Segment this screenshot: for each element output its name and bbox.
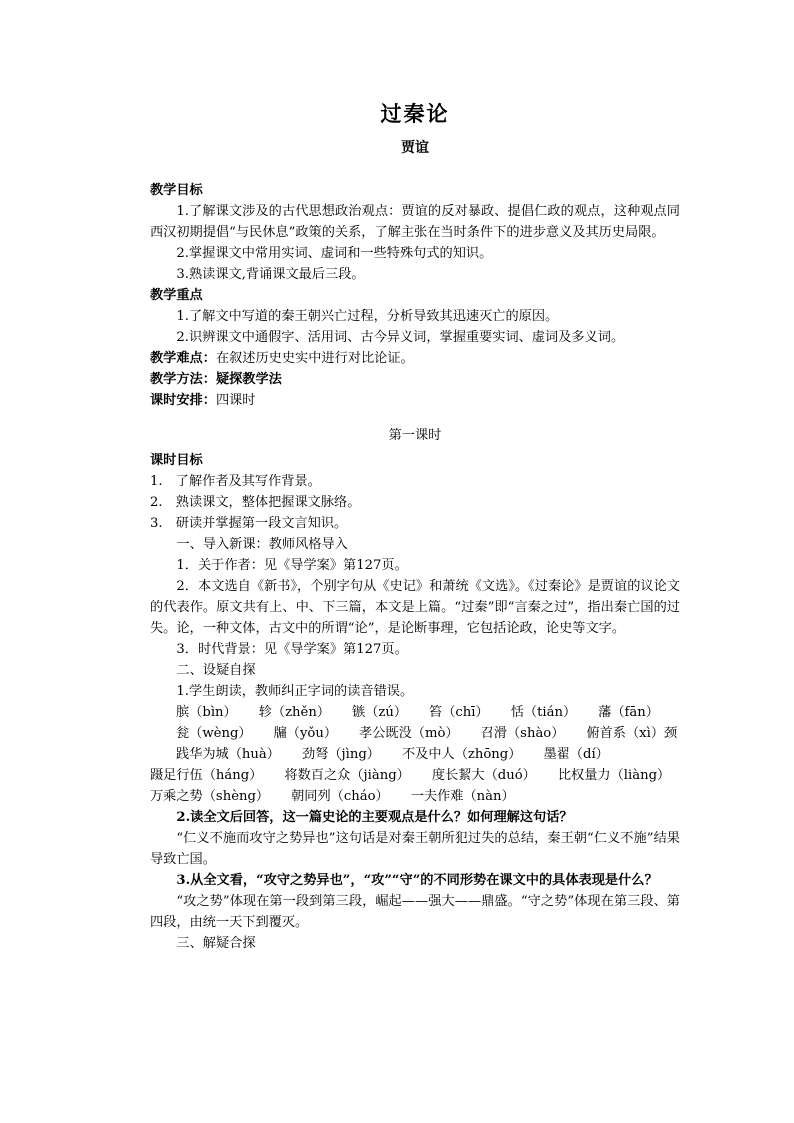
key-point-item: 2.识辨课文中通假字、活用词、古今异义词，掌握重要实词、虚词及多义词。 [176, 330, 625, 345]
explore-heading: 二、设疑自探 [176, 663, 256, 678]
lesson1-goal-item: 3. 研读并掌握第一段文言知识。 [150, 516, 348, 531]
pinyin-word: 膑（bìn） [176, 705, 237, 720]
method-text: 疑探教学法 [215, 372, 282, 387]
difficulty-text: 在叙述历史史实中进行对比论证。 [215, 351, 414, 366]
pinyin-row [150, 723, 680, 744]
pinyin-row [150, 702, 680, 723]
pinyin-word: 不及中人（zhōng） [401, 747, 522, 762]
lesson1-goals-heading: 课时目标 [150, 453, 203, 468]
pinyin-word: 俯首系（xì）颈 [586, 726, 678, 741]
schedule-text: 四课时 [215, 393, 256, 408]
intro-item: 1．关于作者：见《导学案》第127页。 [176, 558, 408, 573]
pinyin-word: 镞（zú） [352, 705, 408, 720]
lesson1-goal-item: 1. 了解作者及其写作背景。 [150, 474, 321, 489]
pinyin-word: 朝同列（cháo） [291, 789, 389, 804]
document-author: 贾谊 [401, 140, 429, 156]
intro-item: 2．本文选自《新书》，个别字句从《史记》和萧统《文选》。《过秦论》是贾谊的议论文的代表作。原文共有上、中、下三篇，本文是上篇。“过秦”即“言秦之过”，指出秦亡国的过失。论，一种文体，古文中的所谓“论”，是论断事理，它包括论政，论史等文字。 [150, 579, 680, 636]
lesson1-title: 第一课时 [388, 428, 442, 443]
document-title: 过秦论 [380, 101, 450, 126]
pinyin-word: 孝公既没（mò） [359, 726, 459, 741]
pinyin-word: 瓮（wèng） [176, 726, 252, 741]
teaching-goals-heading: 教学目标 [150, 183, 203, 198]
method-line [150, 369, 680, 390]
pinyin-row [150, 786, 680, 807]
pinyin-word: 蹑足行伍（háng） [150, 768, 263, 783]
pinyin-word: 劲弩（jìng） [301, 747, 380, 762]
pinyin-word: 践华为城（huà） [176, 747, 280, 762]
lesson1-goal-item: 2. 熟读课文，整体把握课文脉络。 [150, 495, 361, 510]
pinyin-word: 比权量力（liàng） [557, 768, 671, 783]
intro-item: 3．时代背景：见《导学案》第127页。 [176, 642, 408, 657]
question-3: 3.从全文看，“攻守之势异也”，“攻”“守”的不同形势在课文中的具体表现是什么？ [176, 873, 658, 888]
pinyin-word: 牖（yǒu） [273, 726, 338, 741]
teaching-goal-item: 2.掌握课文中常用实词、虚词和一些特殊句式的知识。 [176, 246, 493, 261]
pinyin-word: 墨翟（dí） [543, 747, 609, 762]
pinyin-word: 藩（fān） [598, 705, 659, 720]
resolve-heading: 三、解疑合探 [176, 936, 256, 951]
pinyin-word: 度长絜大（duó） [431, 768, 536, 783]
pinyin-word: 万乘之势（shèng） [150, 789, 270, 804]
key-points-heading: 教学重点 [150, 288, 203, 303]
pinyin-row [150, 744, 680, 765]
pinyin-word: 一夫作难（nàn） [410, 789, 515, 804]
difficulty-label: 教学难点： [150, 351, 216, 366]
answer-3: “攻之势”体现在第一段到第三段，崛起——强大——鼎盛。“守之势”体现在第三段、第四段，由统一天下到覆灭。 [150, 894, 680, 930]
pinyin-row [150, 765, 680, 786]
intro-heading: 一、导入新课：教师风格导入 [176, 537, 348, 552]
method-label: 教学方法： [150, 372, 216, 387]
key-point-item: 1.了解文中写道的秦王朝兴亡过程，分析导致其迅速灭亡的原因。 [176, 309, 559, 324]
question-2: 2.读全文后回答，这一篇史论的主要观点是什么？如何理解这句话？ [176, 810, 573, 825]
pinyin-word: 召滑（shào） [480, 726, 565, 741]
answer-2: “仁义不施而攻守之势异也”这句话是对秦王朝所犯过失的总结，秦王朝“仁义不施”结果导致亡国。 [150, 831, 680, 867]
teaching-goal-item: 3.熟读课文,背诵课文最后三段。 [176, 267, 365, 282]
pinyin-word: 将数百之众（jiàng） [284, 768, 410, 783]
pinyin-word: 轸（zhěn） [258, 705, 331, 720]
schedule-line [150, 390, 680, 411]
difficulty-line [150, 348, 680, 369]
pinyin-word: 笞（chī） [429, 705, 489, 720]
teaching-goal-item: 1.了解课文涉及的古代思想政治观点：贾谊的反对暴政、提倡仁政的观点，这种观点同西汉初期提倡“与民休息”政策的关系，了解主张在当时条件下的进步意义及其历史局限。 [150, 204, 680, 240]
schedule-label: 课时安排： [150, 393, 216, 408]
document-page [150, 100, 680, 954]
pinyin-word: 恬（tián） [510, 705, 577, 720]
explore-item: 1.学生朗读，教师纠正字词的读音错误。 [176, 684, 414, 699]
